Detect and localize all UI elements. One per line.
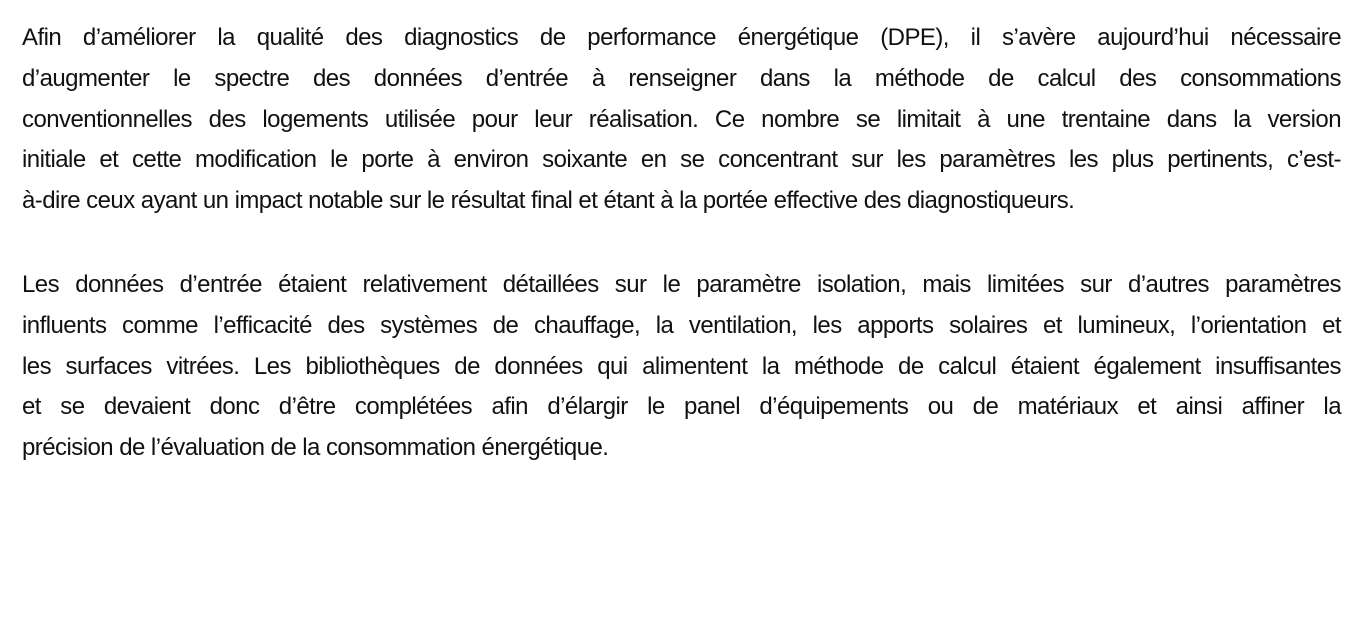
paragraph-line: conventionnelles des logements utilisée pour leur réalisation. Ce nombre se limitait à une trentaine dans la version [22, 105, 1341, 133]
paragraph-line: d’augmenter le spectre des données d’entrée à renseigner dans la méthode de calcul des consommations [22, 64, 1341, 92]
paragraph-2 [22, 265, 1341, 469]
paragraph-1 [22, 18, 1341, 222]
paragraph-line: Afin d’améliorer la qualité des diagnostics de performance énergétique (DPE), il s’avère aujourd’hui nécessaire [22, 24, 1341, 51]
paragraph-spacer [22, 222, 1341, 265]
paragraph-line: influents comme l’efficacité des systèmes de chauffage, la ventilation, les apports solaires et lumineux, l’orientation et [22, 311, 1341, 339]
paragraph-line: Les données d’entrée étaient relativement détaillées sur le paramètre isolation, mais limitées sur d’autres paramètres [22, 270, 1341, 298]
paragraph-line: et se devaient donc d’être complétées afin d’élargir le panel d’équipements ou de matériaux et ainsi affiner la [22, 393, 1341, 421]
paragraph-line: à-dire ceux ayant un impact notable sur le résultat final et étant à la portée effective des diagnostiqueurs. [22, 187, 1075, 215]
paragraph-line: les surfaces vitrées. Les bibliothèques de données qui alimentent la méthode de calcul étaient également insuffisantes [22, 352, 1341, 380]
paragraph-line: initiale et cette modification le porte à environ soixante en se concentrant sur les paramètres les plus pertinents, c’est- [22, 146, 1341, 174]
paragraph-line: précision de l’évaluation de la consommation énergétique. [22, 434, 609, 462]
